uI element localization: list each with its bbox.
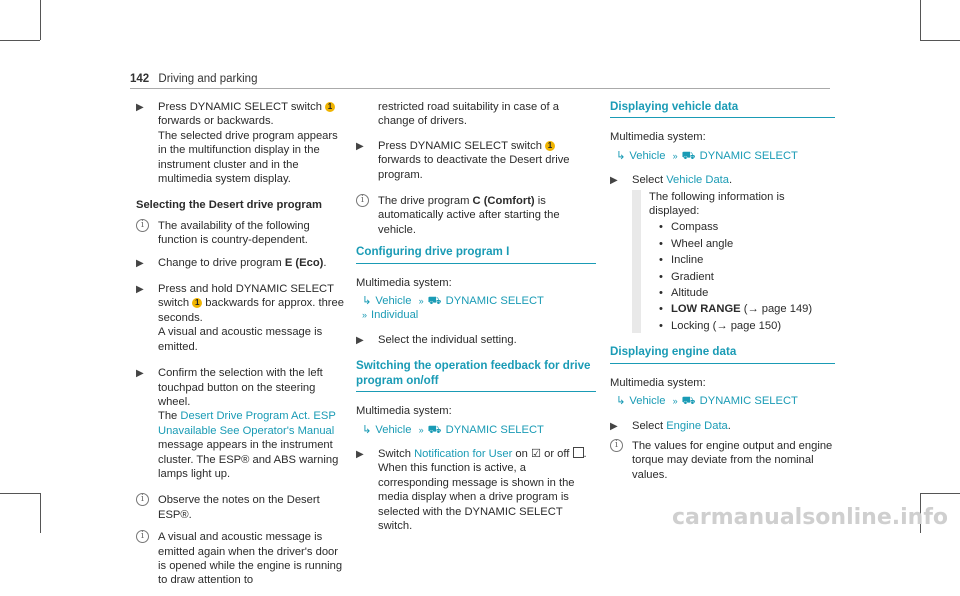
list-item: • Altitude [659, 286, 835, 300]
menu-path [616, 149, 835, 163]
menu-item-dynamic-select: DYNAMIC SELECT [699, 149, 798, 162]
header-rule [130, 88, 830, 89]
watermark: carmanualsonline.info [672, 504, 948, 530]
section-heading: Configuring drive program I [356, 245, 596, 263]
arrow-icon: ▶ [356, 448, 364, 460]
note: i A visual and acoustic message is emitted again when the driver's door is opened while the engine is running to draw attention to [136, 530, 346, 588]
arrow-icon: ▶ [136, 284, 144, 296]
arrow-icon: ▶ [356, 140, 364, 152]
menu-item-vehicle: Vehicle [629, 395, 666, 408]
step-deactivate: ▶ Press DYNAMIC SELECT switch 1 forwards to deactivate the Desert drive program. [356, 139, 570, 181]
section-heading: Displaying vehicle data [610, 100, 835, 118]
checked-box-icon: ☑ [530, 447, 542, 460]
step-select-vehicle-data: ▶ Select Vehicle Data. The following information is displayed: • Compass • Wheel angle • Incline • Gradient • Altitude • LOW RANGE (→ page 149) • Locking (→ page 150) [610, 173, 835, 333]
crop-mark [40, 0, 41, 40]
multimedia-label: Multimedia system: [356, 276, 452, 289]
step-select-engine-data: ▶ Select Engine Data. [610, 419, 835, 433]
arrow-icon: ▶ [356, 334, 364, 346]
crop-mark [40, 493, 41, 533]
step-confirm: ▶ Confirm the selection with the left touchpad button on the steering wheel. The Desert Drive Program Act. ESP Unavailable See Operator's Manual message appears in the instrument cluster. The ESP® and ABS warning lamps light up. [136, 367, 339, 480]
menu-item-vehicle: Vehicle [375, 295, 412, 308]
chevron-icon: » [362, 310, 368, 321]
section-title: Driving and parking [158, 73, 258, 85]
car-icon: ⛟ [427, 423, 442, 436]
list-intro: The following information is displayed: [649, 190, 785, 218]
page-number: 142 [130, 73, 150, 85]
menu-item-dynamic-select: DYNAMIC SELECT [699, 395, 798, 408]
unchecked-box-icon [573, 447, 584, 458]
menu-path [616, 394, 835, 408]
car-icon: ⛟ [681, 395, 696, 408]
engine-data-item: Engine Data [666, 419, 728, 432]
crop-mark [0, 493, 40, 494]
arrow-icon: ▶ [610, 175, 618, 187]
arrow-icon: ▶ [136, 257, 144, 269]
vehicle-data-item: Vehicle Data [666, 174, 730, 187]
note: i The values for engine output and engine torque may deviate from the nominal values. [610, 439, 835, 482]
note: i Observe the notes on the Desert ESP®. [136, 493, 346, 522]
arrow-icon: ▶ [136, 102, 144, 113]
turn-arrow-icon: ↳ [362, 423, 372, 436]
list-item: • Compass [659, 220, 835, 234]
multimedia-label: Multimedia system: [610, 376, 706, 389]
menu-item-vehicle: Vehicle [629, 149, 666, 162]
subheading: Selecting the Desert drive program [136, 199, 322, 212]
switch-badge: 1 [545, 141, 555, 151]
column-2 [356, 100, 596, 545]
continued-text: restricted road suitability in case of a change of drivers. [378, 101, 559, 128]
info-icon: i [136, 219, 149, 232]
notification-setting: Notification for User [414, 447, 513, 460]
step-detail: The selected drive program appears in the multifunction display in the instrument cluster and in the multimedia system display. [158, 129, 338, 186]
multimedia-label: Multimedia system: [610, 131, 706, 144]
column-1 [136, 100, 346, 596]
turn-arrow-icon: ↳ [616, 149, 626, 162]
step-press-hold: ▶ Press and hold DYNAMIC SELECT switch 1 backwards for approx. three seconds. A visual and acoustic message is emitted. [136, 283, 344, 353]
crop-mark [920, 493, 960, 494]
arrow-icon: ▶ [136, 368, 144, 380]
crop-mark [920, 0, 921, 40]
display-message: Desert Drive Program Act. ESP Unavailable See Operator's Manual [158, 410, 336, 437]
car-icon: ⛟ [427, 295, 442, 308]
info-icon: i [136, 530, 149, 543]
switch-badge: 1 [325, 102, 335, 112]
section-heading: Displaying engine data [610, 345, 835, 363]
chevron-icon: » [672, 396, 678, 407]
step-press-switch: ▶ Press DYNAMIC SELECT switch 1 forwards or backwards. The selected drive program appears in the multifunction display in the instrument cluster and in the multimedia system display. [136, 101, 338, 186]
note: i The availability of the following function is country-dependent. [136, 219, 346, 248]
multimedia-label: Multimedia system: [356, 405, 452, 418]
list-item: • Locking (→ page 150) [659, 319, 835, 333]
crop-mark [920, 40, 960, 41]
list-item: • Gradient [659, 270, 835, 284]
step-switch-notification: ▶ Switch Notification for User on ☑ or off . When this function is active, a corresponding message is shown in the media display when a drive program is selected with the DYNAMIC SELECT switch. [356, 447, 587, 532]
chevron-icon: » [418, 296, 424, 307]
list-item: • Wheel angle [659, 237, 835, 251]
turn-arrow-icon: ↳ [616, 395, 626, 408]
info-icon: i [356, 194, 369, 207]
list-item: • LOW RANGE (→ page 149) [659, 302, 835, 316]
menu-item-dynamic-select: DYNAMIC SELECT [445, 295, 544, 308]
crop-mark [0, 40, 40, 41]
menu-item-vehicle: Vehicle [375, 423, 412, 436]
menu-item-individual: Individual [371, 309, 419, 322]
list-item: • Incline [659, 253, 835, 267]
info-icon: i [610, 439, 623, 452]
menu-item-dynamic-select: DYNAMIC SELECT [445, 423, 544, 436]
column-3 [610, 100, 835, 490]
arrow-icon: ▶ [610, 420, 618, 432]
note: i The drive program C (Comfort) is automatically active after starting the vehicle. [356, 194, 596, 237]
turn-arrow-icon: ↳ [362, 295, 372, 308]
menu-path [362, 423, 596, 437]
info-icon: i [136, 493, 149, 506]
step-select-individual: ▶ Select the individual setting. [356, 333, 596, 347]
chevron-icon: » [672, 150, 678, 161]
step-change-program: ▶ Change to drive program E (Eco). [136, 256, 346, 270]
chevron-icon: » [418, 424, 424, 435]
switch-badge: 1 [192, 298, 202, 308]
menu-path [362, 294, 596, 323]
section-heading: Switching the operation feedback for drive program on/off [356, 359, 596, 392]
page-header [130, 72, 257, 86]
info-list [632, 190, 835, 334]
car-icon: ⛟ [681, 149, 696, 162]
